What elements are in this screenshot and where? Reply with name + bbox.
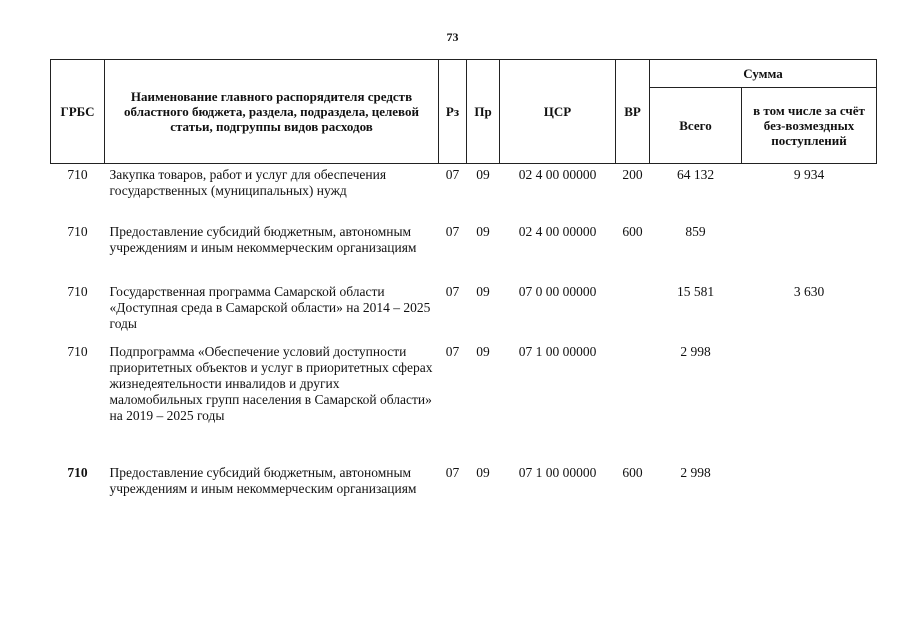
cell-grbs: 710 bbox=[67, 464, 88, 480]
cell-rz: 07 bbox=[445, 283, 460, 299]
cell-pr: 09 bbox=[476, 464, 490, 480]
table-row bbox=[51, 224, 877, 284]
page-number: 73 bbox=[446, 30, 459, 44]
cell-total: 15 581 bbox=[676, 283, 715, 299]
cell-pr: 09 bbox=[476, 283, 490, 299]
cell-vr: 200 bbox=[622, 167, 643, 182]
cell-total: 2 998 bbox=[680, 464, 711, 480]
header-csr: ЦСР bbox=[500, 60, 616, 164]
cell-csr: 07 0 00 00000 bbox=[518, 283, 597, 299]
header-sum: Сумма bbox=[650, 60, 877, 88]
cell-grbs: 710 bbox=[67, 167, 88, 182]
cell-pr: 09 bbox=[476, 167, 490, 182]
cell-vr: 600 bbox=[622, 464, 643, 480]
header-total: Всего bbox=[650, 88, 742, 164]
header-vr: ВР bbox=[616, 60, 650, 164]
table-row bbox=[51, 284, 877, 344]
table-row bbox=[51, 164, 877, 224]
cell-grant bbox=[742, 344, 877, 465]
cell-rz: 07 bbox=[445, 223, 460, 239]
cell-grant: 3 630 bbox=[793, 283, 825, 299]
table-row bbox=[51, 344, 877, 465]
cell-vr bbox=[616, 284, 650, 344]
cell-rz: 07 bbox=[445, 464, 460, 480]
cell-pr: 09 bbox=[476, 223, 490, 239]
table-row bbox=[51, 465, 877, 521]
cell-rz: 07 bbox=[445, 167, 460, 182]
table-header bbox=[51, 60, 877, 164]
cell-csr: 07 1 00 00000 bbox=[518, 343, 597, 359]
header-rz: Рз bbox=[439, 60, 467, 164]
cell-grant: 9 934 bbox=[793, 167, 825, 182]
header-name: Наименование главного распорядителя средств областного бюджета, раздела, подраздела, целевой статьи, подгруппы видов расходов bbox=[105, 60, 439, 164]
cell-grbs: 710 bbox=[67, 283, 88, 299]
header-pr: Пр bbox=[467, 60, 500, 164]
header-grant: в том числе за счёт без-возмездных поступлений bbox=[742, 88, 877, 164]
budget-table bbox=[50, 59, 877, 521]
cell-name: Предоставление субсидий бюджетным, автономным учреждениям и иным некоммерческим организациям bbox=[109, 223, 417, 255]
cell-rz: 07 bbox=[445, 343, 460, 359]
cell-grant bbox=[742, 465, 877, 521]
cell-pr: 09 bbox=[476, 343, 490, 359]
cell-name: Государственная программа Самарской области «Доступная среда в Самарской области» на 2014 – 2025 годы bbox=[109, 283, 431, 331]
cell-name: Подпрограмма «Обеспечение условий доступности приоритетных объектов и услуг в приоритетных сферах жизнедеятельности инвалидов и других маломобильных групп населения в Самарской области» на 2019 – 2025 годы bbox=[109, 343, 433, 423]
cell-csr: 07 1 00 00000 bbox=[518, 464, 597, 480]
cell-name: Закупка товаров, работ и услуг для обеспечения государственных (муниципальных) нужд bbox=[109, 167, 387, 198]
cell-total: 64 132 bbox=[676, 167, 715, 182]
cell-grant bbox=[742, 224, 877, 284]
cell-grbs: 710 bbox=[67, 343, 88, 359]
cell-csr: 02 4 00 00000 bbox=[518, 167, 597, 182]
cell-csr: 02 4 00 00000 bbox=[518, 223, 597, 239]
table-body bbox=[51, 164, 877, 521]
header-grbs: ГРБС bbox=[51, 60, 105, 164]
cell-total: 2 998 bbox=[680, 343, 711, 359]
cell-vr bbox=[616, 344, 650, 465]
cell-name: Предоставление субсидий бюджетным, автономным учреждениям и иным некоммерческим организациям bbox=[109, 464, 417, 496]
cell-vr: 600 bbox=[622, 223, 643, 239]
cell-total: 859 bbox=[685, 223, 706, 239]
cell-grbs: 710 bbox=[67, 223, 88, 239]
